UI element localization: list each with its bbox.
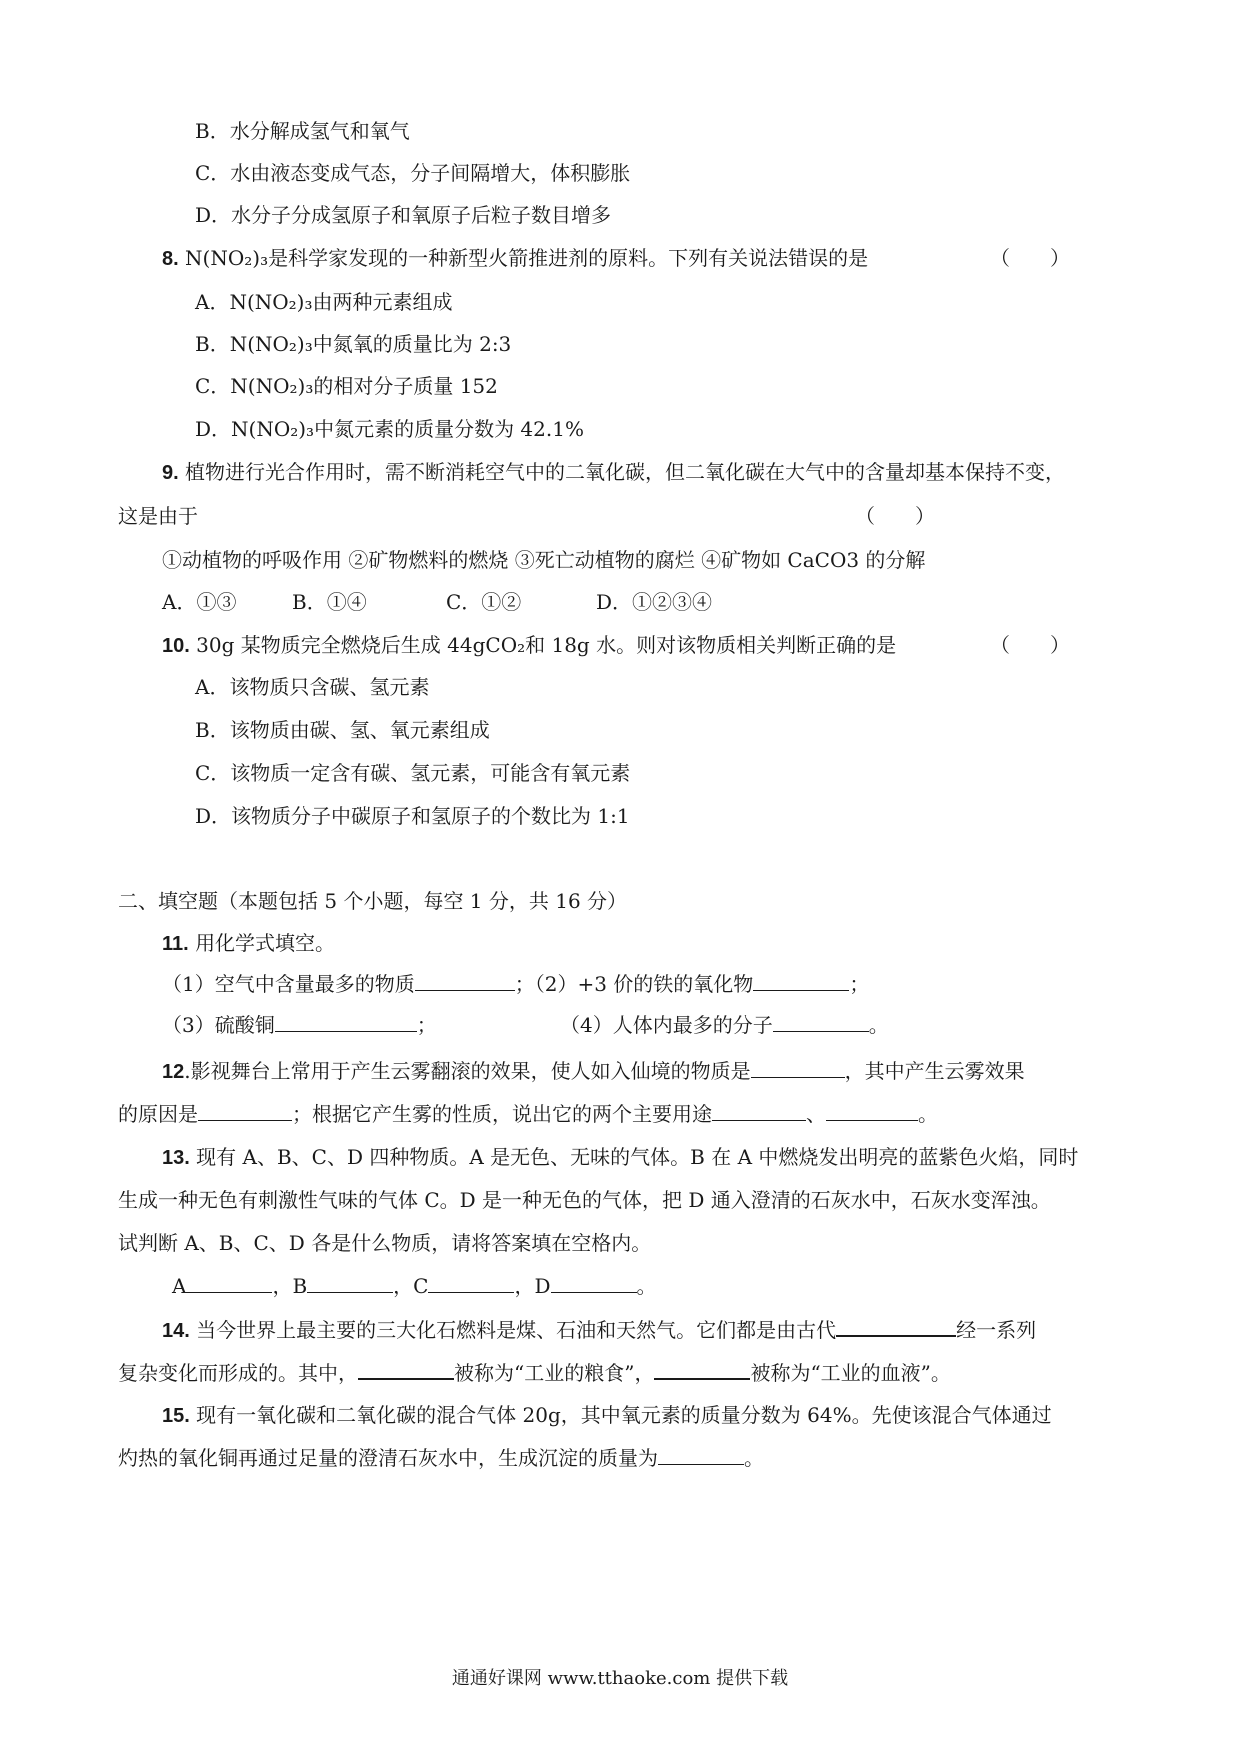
answer-blank[interactable] xyxy=(712,1100,806,1121)
q11-part4: （4）人体内最多的分子 xyxy=(560,1013,773,1037)
q8-option-c: C．N(NO₂)₃的相对分子质量 152 xyxy=(195,374,498,398)
question-text: 用化学式填空。 xyxy=(195,931,336,955)
separator: ； xyxy=(849,972,870,996)
q8-option-d: D．N(NO₂)₃中氮元素的质量分数为 42.1% xyxy=(195,417,584,441)
separator: ； xyxy=(514,972,535,996)
question-number: 14. xyxy=(162,1320,190,1342)
end-mark: 。 xyxy=(744,1446,764,1470)
answer-parenthesis: （ ） xyxy=(990,633,1070,657)
answer-blank[interactable] xyxy=(275,1011,417,1032)
footer-credit: 通通好课网 www.tthaoke.com 提供下载 xyxy=(451,1668,789,1689)
q8-stem xyxy=(162,244,868,273)
q13-answers xyxy=(172,1272,657,1300)
end-mark: 。 xyxy=(868,1013,889,1037)
answer-blank[interactable] xyxy=(358,1358,454,1380)
q11-part3: （3）硫酸铜 xyxy=(162,1013,275,1037)
question-text: 的原因是 xyxy=(118,1102,198,1126)
answer-blank[interactable] xyxy=(428,1272,514,1293)
q7-option-b: B．水分解成氢气和氧气 xyxy=(195,119,410,143)
q9-option-a: A．①③ xyxy=(162,590,237,614)
answer-blank[interactable] xyxy=(307,1272,393,1293)
q8-option-a: A．N(NO₂)₃由两种元素组成 xyxy=(195,290,453,314)
question-text: 影视舞台上常用于产生云雾翻滚的效果，使人如入仙境的物质是 xyxy=(190,1059,751,1083)
section-heading: 二、填空题（本题包括 5 个小题，每空 1 分，共 16 分） xyxy=(118,889,628,913)
question-text: 植物进行光合作用时，需不断消耗空气中的二氧化碳，但二氧化碳在大气中的含量却基本保持不变， xyxy=(185,460,1066,484)
separator: 、 xyxy=(806,1102,826,1126)
q10-option-c: C．该物质一定含有碳、氢元素，可能含有氧元素 xyxy=(195,761,631,785)
q11-part1: （1）空气中含量最多的物质 xyxy=(162,972,415,996)
question-number: 15. xyxy=(162,1405,190,1427)
end-mark: 。 xyxy=(636,1274,657,1298)
question-text: 现有 A、B、C、D 四种物质。A 是无色、无味的气体。B 在 A 中燃烧发出明亮的蓝紫色火焰，同时 xyxy=(196,1145,1079,1169)
q9-stem-line2: 这是由于 xyxy=(118,504,198,528)
q7-option-c: C．水由液态变成气态，分子间隔增大，体积膨胀 xyxy=(195,161,631,185)
question-text: 复杂变化而形成的。其中， xyxy=(118,1361,358,1385)
answer-blank[interactable] xyxy=(654,1358,750,1380)
q11-row2-right xyxy=(560,1011,889,1039)
q12-line2 xyxy=(118,1100,938,1128)
q10-option-d: D．该物质分子中碳原子和氢原子的个数比为 1:1 xyxy=(195,804,630,828)
answer-blank[interactable] xyxy=(753,970,849,991)
q11-part2: （2）+3 价的铁的氧化物 xyxy=(534,972,754,996)
question-number: 11. xyxy=(162,933,189,955)
question-text: 被称为“工业的粮食”， xyxy=(454,1361,655,1385)
q13-line1 xyxy=(162,1143,1078,1172)
q13-line3: 试判断 A、B、C、D 各是什么物质，请将答案填在空格内。 xyxy=(118,1231,652,1255)
answer-parenthesis: （ ） xyxy=(855,504,935,528)
question-text: ；根据它产生雾的性质，说出它的两个主要用途 xyxy=(292,1102,712,1126)
label-b: ，B xyxy=(272,1274,308,1298)
question-text: 被称为“工业的血液”。 xyxy=(750,1361,951,1385)
q9-option-b: B．①④ xyxy=(292,590,367,614)
q11-stem xyxy=(162,929,335,958)
question-text: 灼热的氧化铜再通过足量的澄清石灰水中，生成沉淀的质量为 xyxy=(118,1446,658,1470)
q10-stem xyxy=(162,631,896,660)
answer-blank[interactable] xyxy=(186,1272,272,1293)
question-text: 现有一氧化碳和二氧化碳的混合气体 20g，其中氧元素的质量分数为 64%。先使该混合气体通过 xyxy=(196,1403,1052,1427)
answer-blank[interactable] xyxy=(836,1315,956,1337)
q9-option-d: D．①②③④ xyxy=(596,590,713,614)
q10-option-b: B．该物质由碳、氢、氧元素组成 xyxy=(195,718,490,742)
end-mark: 。 xyxy=(918,1102,938,1126)
q14-line2 xyxy=(118,1358,951,1387)
question-text: N(NO₂)₃是科学家发现的一种新型火箭推进剂的原料。下列有关说法错误的是 xyxy=(185,246,869,270)
question-number: 13. xyxy=(162,1147,190,1169)
answer-blank[interactable] xyxy=(751,1057,845,1078)
q14-line1 xyxy=(162,1315,1036,1345)
answer-blank[interactable] xyxy=(826,1100,918,1121)
q9-option-c: C．①② xyxy=(446,590,522,614)
label-c: ，C xyxy=(393,1274,429,1298)
question-text: 30g 某物质完全燃烧后生成 44gCO₂和 18g 水。则对该物质相关判断正确的是 xyxy=(196,633,897,657)
answer-blank[interactable] xyxy=(198,1100,292,1121)
question-number: 12 xyxy=(162,1061,185,1083)
separator: ； xyxy=(416,1013,437,1037)
q10-option-a: A．该物质只含碳、氢元素 xyxy=(195,675,430,699)
label-d: ，D xyxy=(514,1274,551,1298)
question-text: 经一系列 xyxy=(956,1318,1037,1342)
q12-line1 xyxy=(162,1057,1025,1086)
q9-items: ①动植物的呼吸作用 ②矿物燃料的燃烧 ③死亡动植物的腐烂 ④矿物如 CaCO3 的分解 xyxy=(162,548,926,572)
question-text: 当今世界上最主要的三大化石燃料是煤、石油和天然气。它们都是由古代 xyxy=(196,1318,837,1342)
q8-option-b: B．N(NO₂)₃中氮氧的质量比为 2:3 xyxy=(195,332,512,356)
number-dot: . xyxy=(184,1059,191,1083)
q15-line2 xyxy=(118,1444,764,1472)
answer-blank[interactable] xyxy=(773,1011,869,1032)
question-number: 10. xyxy=(162,635,190,657)
q11-row1 xyxy=(162,970,869,998)
answer-blank[interactable] xyxy=(415,970,515,991)
q11-row2 xyxy=(162,1011,437,1039)
answer-blank[interactable] xyxy=(658,1444,744,1465)
question-text: ，其中产生云雾效果 xyxy=(844,1059,1025,1083)
answer-parenthesis: （ ） xyxy=(990,246,1070,270)
q7-option-d: D．水分子分成氢原子和氧原子后粒子数目增多 xyxy=(195,203,612,227)
q15-line1 xyxy=(162,1401,1052,1430)
q9-stem-line1 xyxy=(162,458,1065,487)
label-a: A xyxy=(172,1274,187,1298)
question-number: 9. xyxy=(162,462,179,484)
answer-blank[interactable] xyxy=(551,1272,637,1293)
q13-line2: 生成一种无色有刺激性气味的气体 C。D 是一种无色的气体，把 D 通入澄清的石灰水中，石灰水变浑浊。 xyxy=(118,1188,1051,1212)
question-number: 8. xyxy=(162,248,179,270)
